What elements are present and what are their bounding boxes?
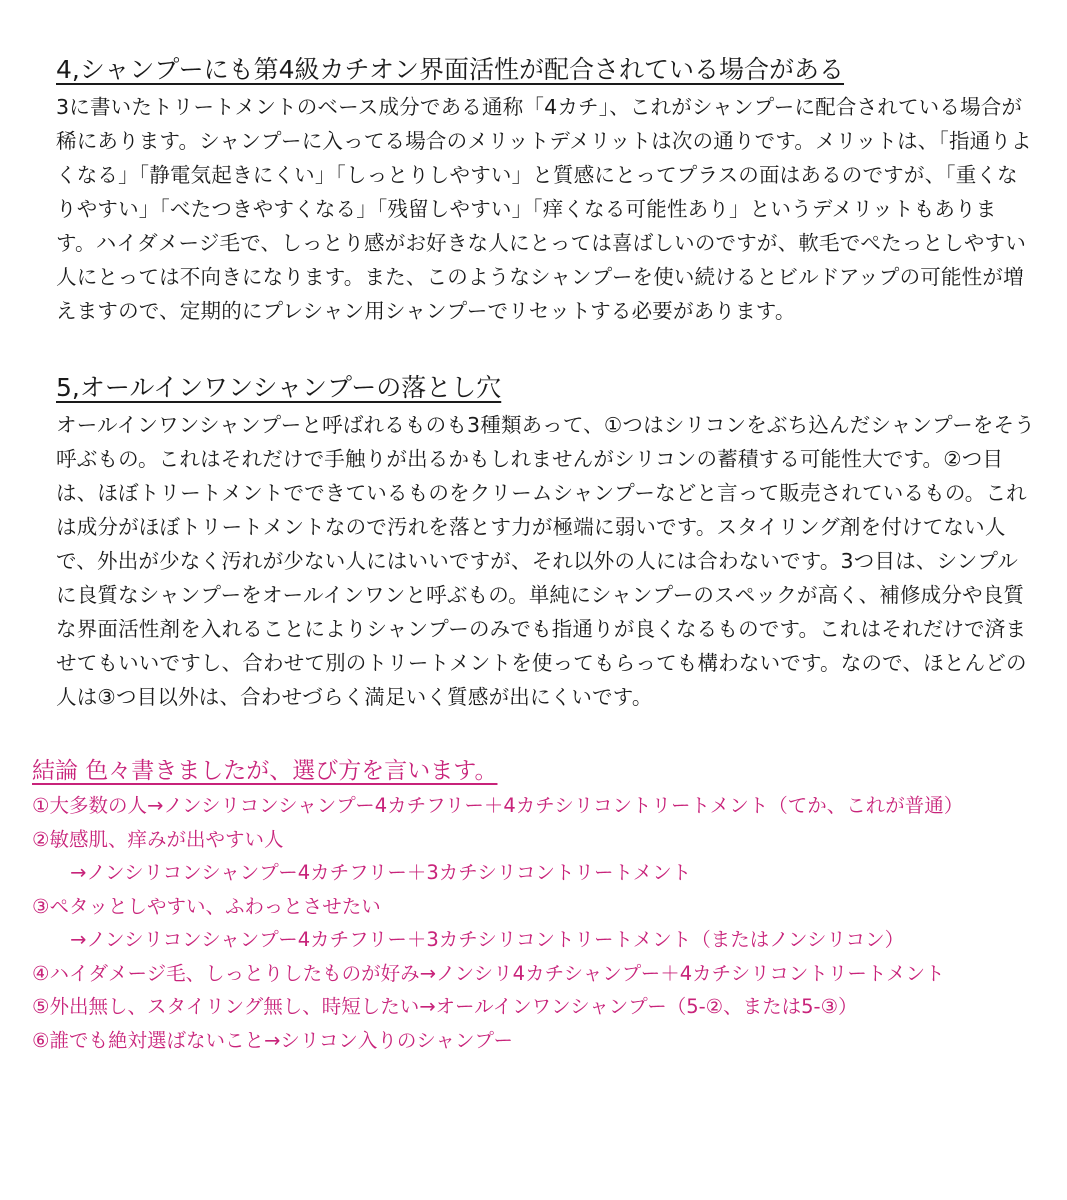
section-4 [56, 52, 1036, 328]
conclusion-item: ④ハイダメージ毛、しっとりしたものが好み→ノンシリ4カチシャンプー＋4カチシリコントリートメント [32, 961, 945, 985]
conclusion-section [32, 754, 1036, 1057]
conclusion-item: ③ペタッとしやすい、ふわっとさせたい [32, 894, 381, 918]
conclusion-item: ①大多数の人→ノンシリコンシャンプー4カチフリー＋4カチシリコントリートメント（てか、これが普通） [32, 794, 964, 817]
conclusion-item: ②敏感肌、痒みが出やすい人 [32, 827, 284, 851]
conclusion-item: ⑤外出無し、スタイリング無し、時短したい→オールインワンシャンプー（5-②、または5-③） [32, 995, 858, 1018]
conclusion-item-continuation: →ノンシリコンシャンプー4カチフリー＋3カチシリコントリートメント [70, 861, 692, 884]
section-4-body: 3に書いたトリートメントのベース成分である通称「4カチ」、これがシャンプーに配合されている場合が稀にあります。シャンプーに入ってる場合のメリットデメリットは次の通りです。メリットは、「指通りよくなる」「静電気起きにくい」「しっとりしやすい」と質感にとってプラスの面はあるのですが、「重くなりやすい」「べたつきやすくなる」「残留しやすい」「痒くなる可能性あり」というデメリットもあります。ハイダメージ毛で、しっとり感がお好きな人にとっては喜ばしいのですが、軟毛でぺたっとしやすい人にとっては不向きになります。また、このようなシャンプーを使い続けるとビルドアップの可能性が増えますので、定期的にプレシャン用シャンプーでリセットする必要があります。 [56, 95, 1032, 323]
section-4-heading: 4,シャンプーにも第4級カチオン界面活性が配合されている場合がある [56, 55, 845, 84]
conclusion-item: ⑥誰でも絶対選ばないこと→シリコン入りのシャンプー [32, 1028, 513, 1052]
conclusion-list [32, 789, 1036, 1057]
section-5 [56, 370, 1036, 714]
section-5-body: オールインワンシャンプーと呼ばれるものも3種類あって、①つはシリコンをぶち込んだシャンプーをそう呼ぶもの。これはそれだけで手触りが出るかもしれませんがシリコンの蓄積する可能性大です。②つ目は、ほぼトリートメントでできているものをクリームシャンプーなどと言って販売されているもの。これは成分がほぼトリートメントなので汚れを落とす力が極端に弱いです。スタイリング剤を付けてない人で、外出が少なく汚れが少ない人にはいいですが、それ以外の人には合わないです。3つ目は、シンプルに良質なシャンプーをオールインワンと呼ぶもの。単純にシャンプーのスペックが高く、補修成分や良質な界面活性剤を入れることによりシャンプーのみでも指通りが良くなるものです。これはそれだけで済ませてもいいですし、合わせて別のトリートメントを使ってもらっても構わないです。なので、ほとんどの人は③つ目以外は、合わせづらく満足いく質感が出にくいです。 [56, 413, 1035, 709]
conclusion-item-continuation: →ノンシリコンシャンプー4カチフリー＋3カチシリコントリートメント（またはノンシリコン） [70, 928, 905, 951]
section-spacer [56, 714, 1036, 754]
section-5-heading: 5,オールインワンシャンプーの落とし穴 [56, 373, 502, 402]
document-page [32, 52, 1036, 1057]
section-spacer [56, 328, 1036, 370]
conclusion-heading: 結論 色々書きましたが、選び方を言います。 [32, 758, 498, 784]
